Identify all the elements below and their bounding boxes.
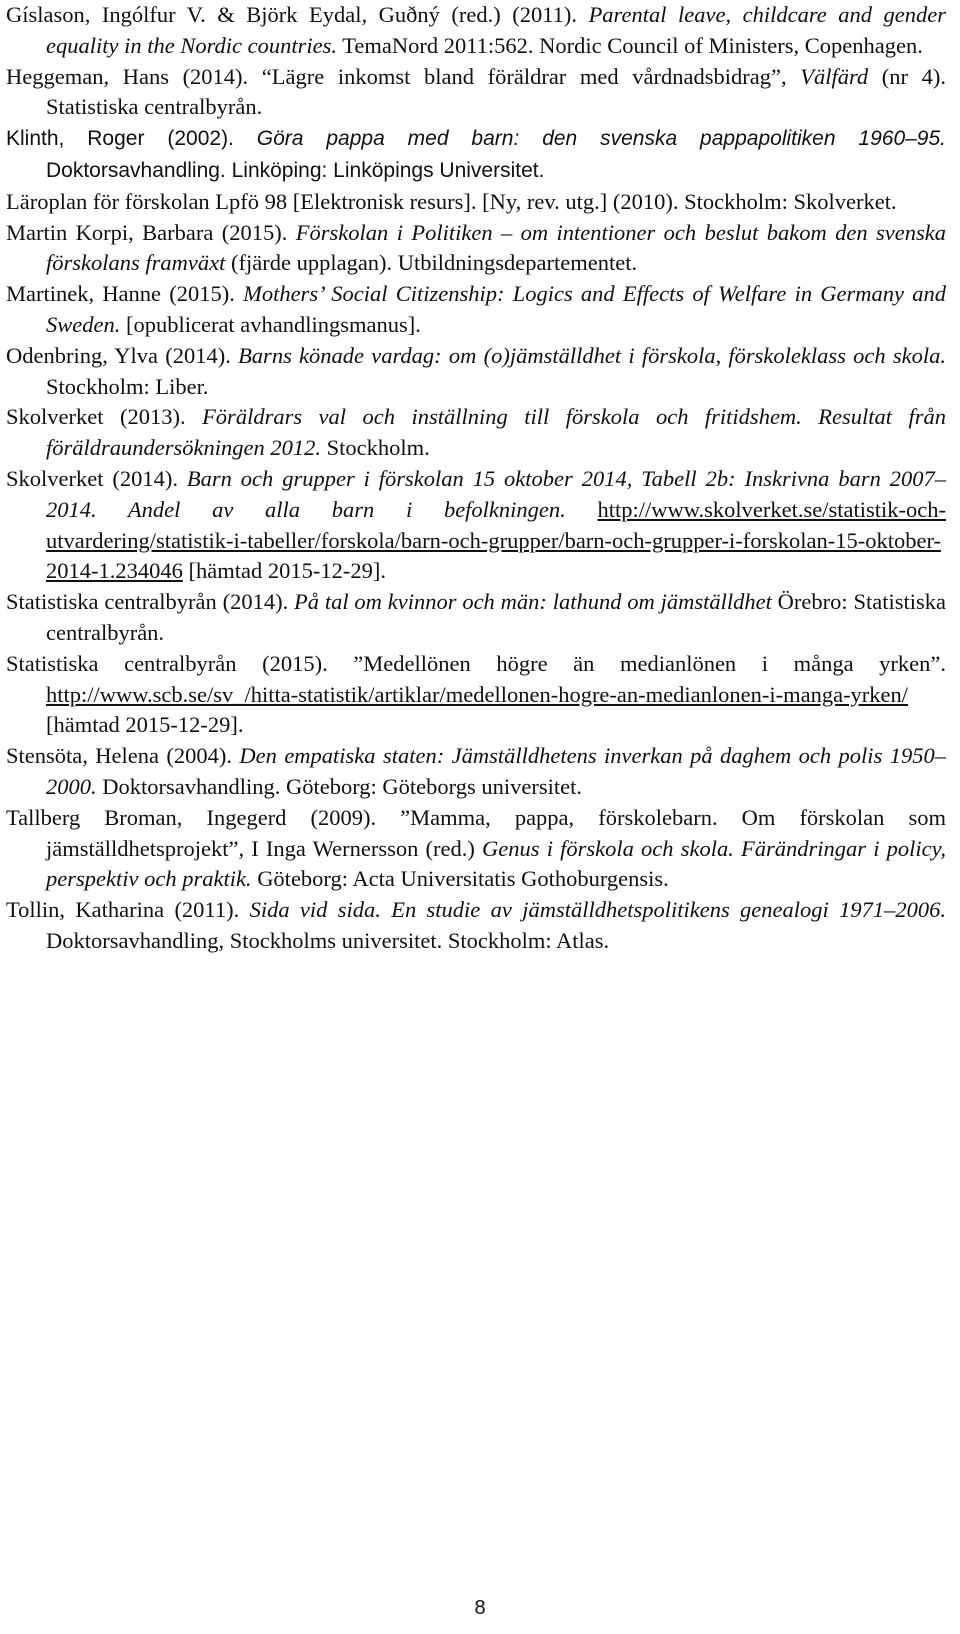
- reference-text: Martinek, Hanne (2015).: [6, 281, 244, 307]
- reference-entry: [6, 803, 946, 895]
- reference-text: Doktorsavhandling, Stockholms universitet. Stockholm: Atlas.: [46, 927, 610, 953]
- reference-text: Örebro: Statistiska centralbyrån.: [46, 589, 946, 645]
- reference-text: Tallberg Broman, Ingegerd (2009). ”Mamma, pappa, förskolebarn. Om förskolan som jämställdhetsprojekt”, I Inga Wernersson (red.): [6, 804, 946, 861]
- reference-text: [opublicerat avhandlingsmanus].: [120, 311, 421, 337]
- reference-entry: [6, 895, 946, 957]
- reference-entry: [6, 123, 946, 187]
- reference-text: Gíslason, Ingólfur V. & Björk Eydal, Guðný (red.) (2011).: [6, 2, 589, 27]
- reference-title: Genus i förskola och skola. Färändringar i policy, perspektiv och praktik.: [46, 835, 946, 892]
- reference-entry: [6, 649, 946, 741]
- reference-title: Välfärd: [800, 63, 869, 89]
- reference-text: [hämtad 2015-12-29].: [46, 712, 244, 738]
- reference-text: Heggeman, Hans (2014). “Lägre inkomst bland föräldrar med vårdnadsbidrag”,: [6, 63, 801, 89]
- reference-text: Odenbring, Ylva (2014).: [6, 342, 239, 368]
- reference-title: Förskolan i Politiken – om intentioner och beslut bakom den svenska förskolans framväxt: [46, 219, 946, 276]
- reference-title: Sida vid sida. En studie av jämställdhetspolitikens genealogi 1971–2006.: [249, 897, 946, 923]
- reference-text: Statistiska centralbyrån (2015). ”Medellönen högre än medianlönen i många yrken”.: [6, 650, 946, 676]
- reference-text: Tollin, Katharina (2011).: [6, 897, 250, 923]
- reference-link[interactable]: http://www.scb.se/sv_/hitta-statistik/artiklar/medellonen-hogre-an-medianlonen-i-manga-yrken/: [46, 681, 909, 707]
- reference-entry: [6, 587, 946, 649]
- reference-entry: [6, 341, 946, 403]
- reference-title: På tal om kvinnor och män: lathund om jämställdhet: [294, 589, 772, 615]
- reference-list-page: [6, 0, 946, 957]
- reference-entry: [6, 279, 946, 341]
- reference-text: Skolverket (2013).: [6, 404, 203, 430]
- reference-text: Doktorsavhandling. Linköping: Linköpings Universitet.: [46, 158, 545, 182]
- reference-entry: [6, 218, 946, 280]
- reference-list: [6, 0, 946, 957]
- reference-entry: [6, 187, 946, 218]
- reference-title: Barn och grupper i förskolan 15 oktober 2014, Tabell 2b: Inskrivna barn 2007–2014. Andel av alla barn i befolkningen.: [46, 465, 946, 522]
- reference-entry: [6, 741, 946, 803]
- reference-text: Martin Korpi, Barbara (2015).: [6, 219, 296, 245]
- reference-text: Stockholm.: [321, 435, 430, 461]
- reference-text: (fjärde upplagan). Utbildningsdepartementet.: [225, 250, 638, 276]
- reference-text: Doktorsavhandling. Göteborg: Göteborgs universitet.: [96, 773, 582, 799]
- reference-entry: [6, 0, 946, 62]
- reference-text: Stensöta, Helena (2004).: [6, 743, 240, 769]
- reference-title: Mothers’ Social Citizenship: Logics and Effects of Welfare in Germany and Sweden.: [46, 281, 946, 337]
- reference-text: Klinth, Roger (2002).: [6, 127, 257, 151]
- reference-entry: [6, 402, 946, 464]
- reference-text: Göteborg: Acta Universitatis Gothoburgensis.: [251, 866, 669, 892]
- reference-link[interactable]: http://www.skolverket.se/statistik-och-utvardering/statistik-i-tabeller/forskola/barn-och-grupper/barn-och-grupper-i-forskolan-15-oktober-2014-1.234046: [46, 496, 946, 584]
- reference-title: Barns könade vardag: om (o)jämställdhet i förskola, förskoleklass och skola.: [238, 342, 946, 368]
- reference-title: Parental leave, childcare and gender equality in the Nordic countries.: [46, 2, 946, 58]
- reference-text: TemaNord 2011:562. Nordic Council of Ministers, Copenhagen.: [337, 32, 923, 58]
- reference-text: (nr 4). Statistiska centralbyrån.: [46, 63, 946, 120]
- reference-entry: [6, 464, 946, 587]
- reference-title: Göra pappa med barn: den svenska pappapolitiken 1960–95.: [256, 127, 946, 151]
- reference-text: Läroplan för förskolan Lpfö 98 [Elektronisk resurs]. [Ny, rev. utg.] (2010). Stockholm: Skolverket.: [6, 188, 897, 214]
- reference-text: Statistiska centralbyrån (2014).: [6, 589, 295, 615]
- reference-text: Skolverket (2014).: [6, 465, 187, 491]
- page-number: 8: [474, 1597, 486, 1619]
- reference-title: Den empatiska staten: Jämställdhetens inverkan på daghem och polis 1950–2000.: [46, 743, 946, 799]
- reference-entry: [6, 62, 946, 124]
- reference-text: [hämtad 2015-12-29].: [182, 558, 386, 584]
- reference-text: Stockholm: Liber.: [46, 373, 209, 399]
- reference-title: Föräldrars val och inställning till förskola och fritidshem. Resultat från föräldraundersökningen 2012.: [46, 404, 947, 461]
- reference-text: [566, 497, 598, 522]
